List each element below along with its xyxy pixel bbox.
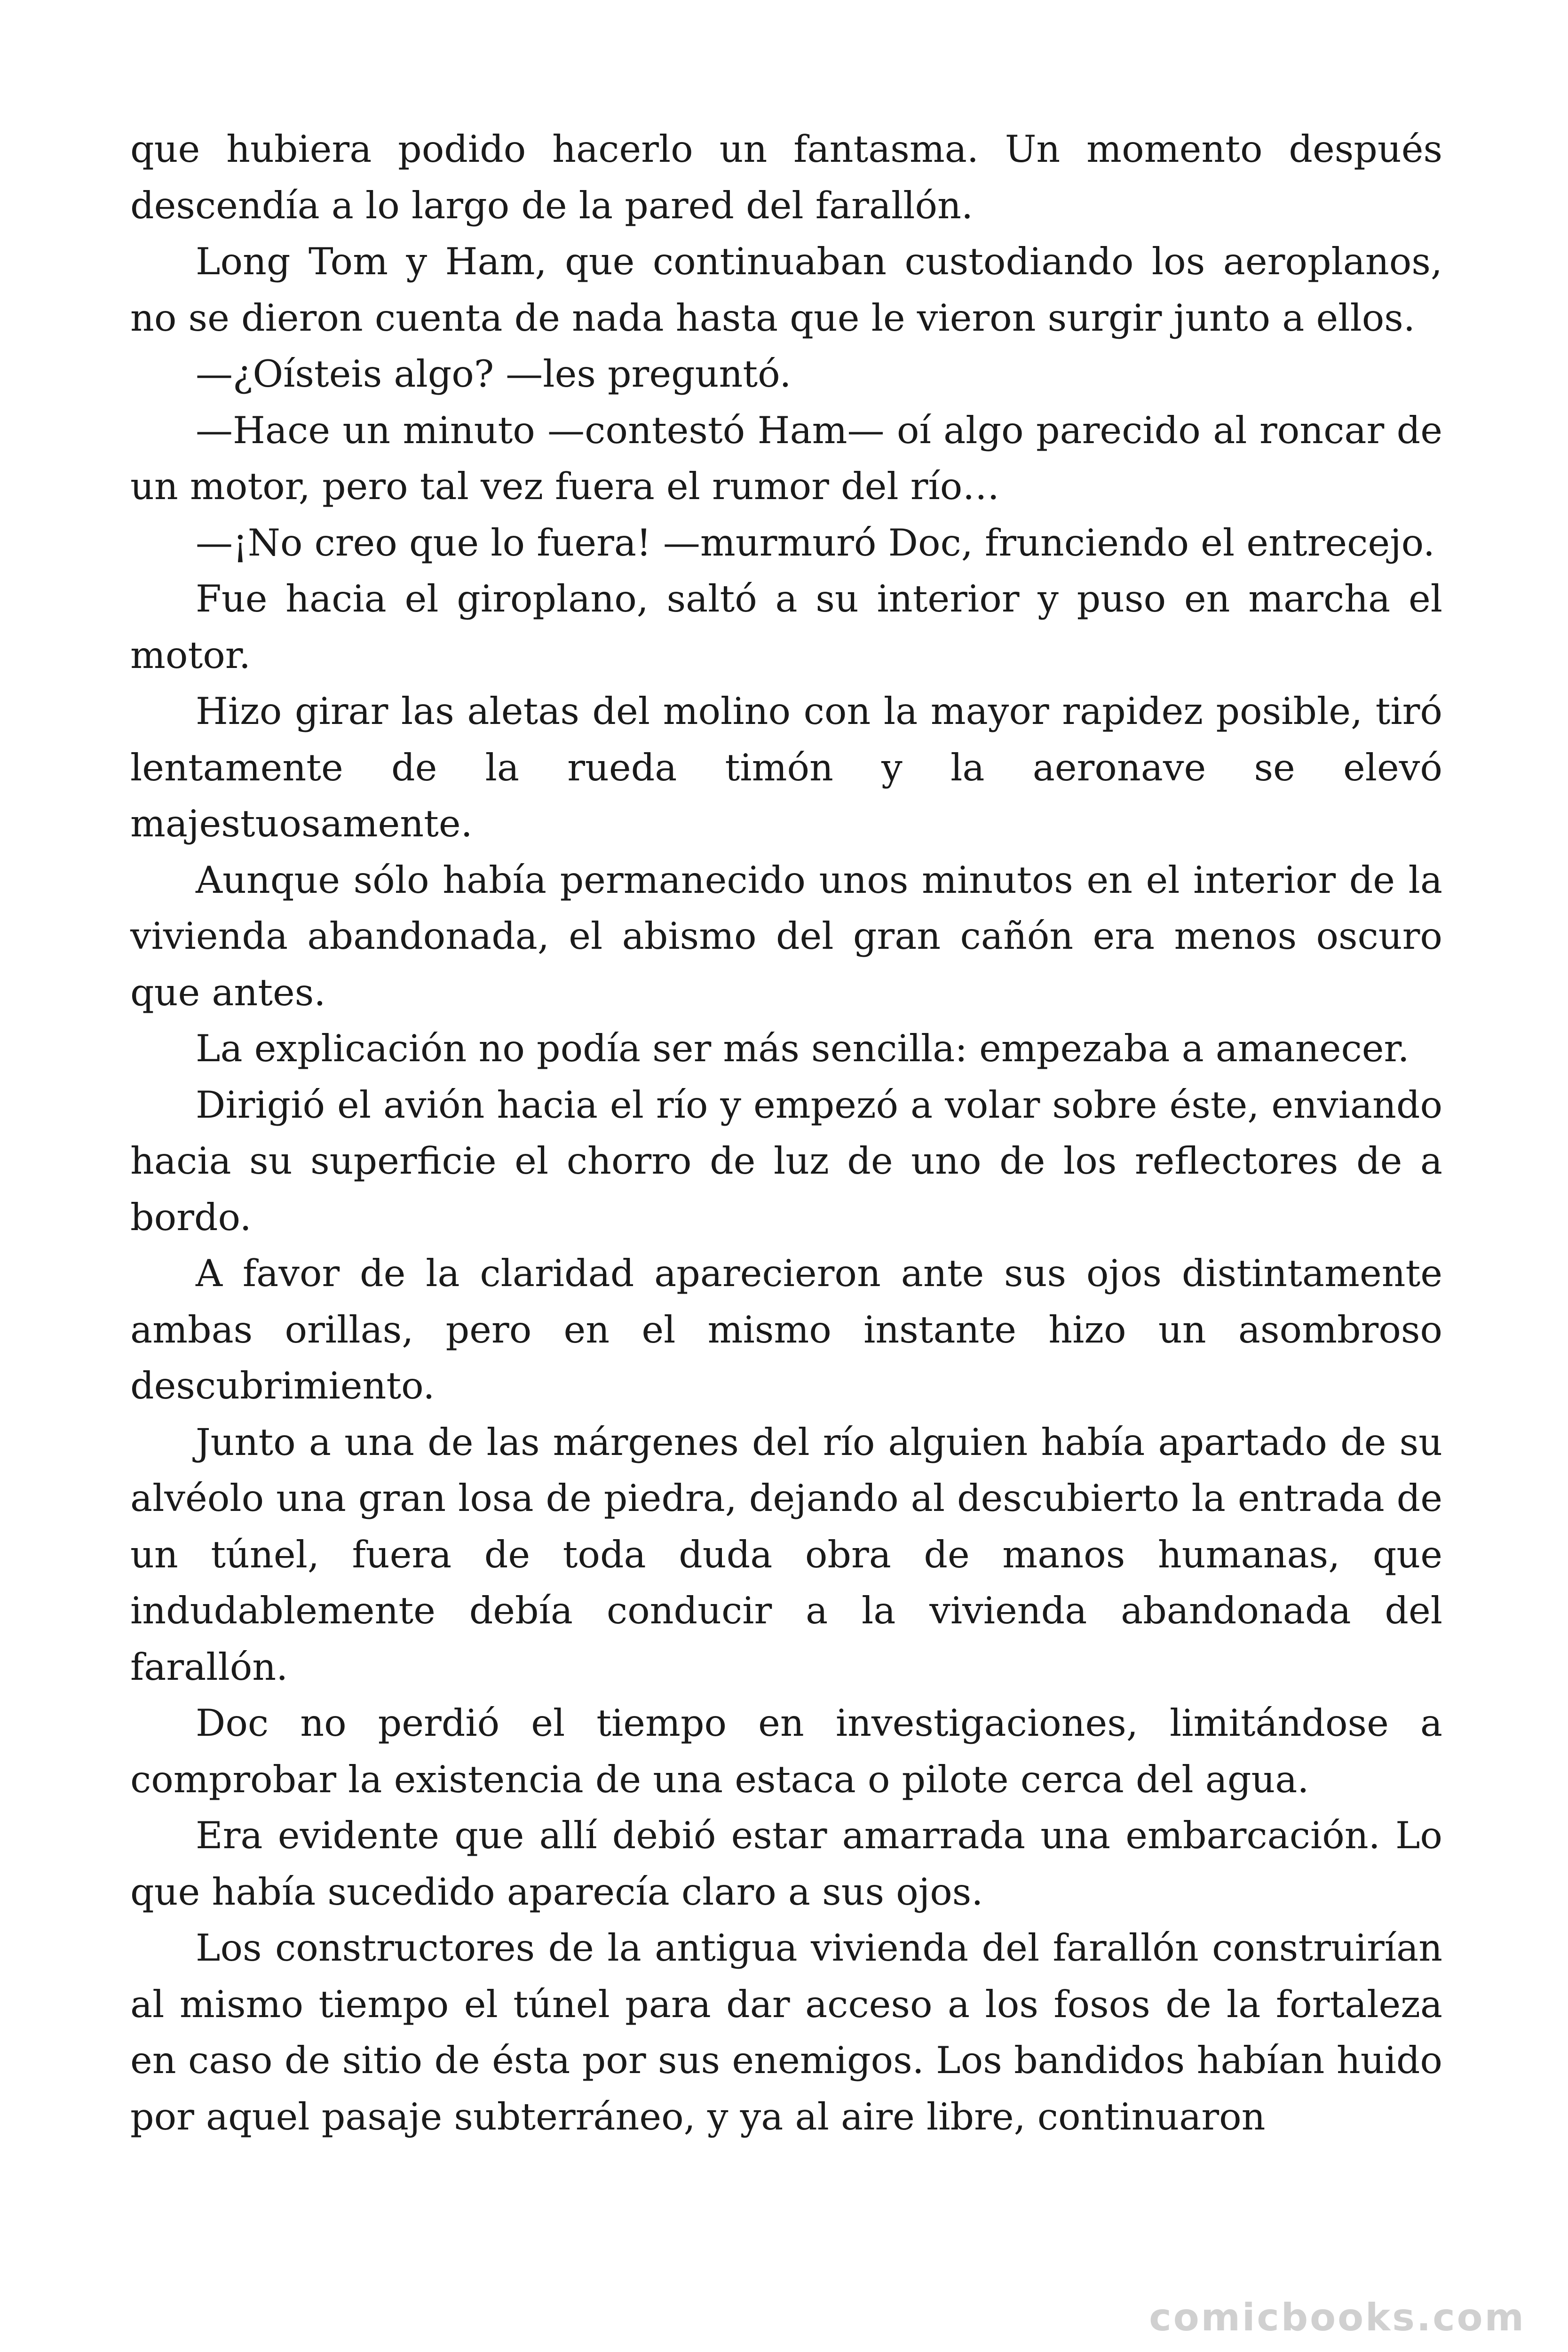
paragraph: Dirigió el avión hacia el río y empezó a volar sobre éste, enviando hacia su superficie el chorro de luz de uno de los reflectores de a bordo. [130,1083,1442,1239]
paragraph: Long Tom y Ham, que continuaban custodiando los aeroplanos, no se dieron cuenta de nada hasta que le vieron surgir junto a ellos. [130,240,1442,340]
paragraph: Era evidente que allí debió estar amarrada una embarcación. Lo que había sucedido aparecía claro a sus ojos. [130,1814,1442,1914]
paragraph: La explicación no podía ser más sencilla: empezaba a amanecer. [196,1027,1410,1070]
paragraph: Aunque sólo había permanecido unos minutos en el interior de la vivienda abandonada, el abismo del gran cañón era menos oscuro que antes. [130,858,1442,1014]
paragraph: Junto a una de las márgenes del río alguien había apartado de su alvéolo una gran losa de piedra, dejando al descubierto la entrada de un túnel, fuera de toda duda obra de manos humanas, que indudablemente debía conducir a la vivienda abandonada del farallón. [130,1420,1442,1689]
paragraph: que hubiera podido hacerlo un fantasma. Un momento después descendía a lo largo de la pared del farallón. [130,127,1442,227]
paragraph: Doc no perdió el tiempo en investigaciones, limitándose a comprobar la existencia de una estaca o pilote cerca del agua. [130,1701,1442,1801]
paragraph: —¿Oísteis algo? —les preguntó. [196,352,792,396]
body-text [130,121,1442,2145]
paragraph: Fue hacia el giroplano, saltó a su interior y puso en marcha el motor. [130,577,1442,677]
paragraph: A favor de la claridad aparecieron ante sus ojos distintamente ambas orillas, pero en el mismo instante hizo un asombroso descubrimiento. [130,1252,1442,1407]
paragraph: Los constructores de la antigua vivienda del farallón construirían al mismo tiempo el túnel para dar acceso a los fosos de la fortaleza en caso de sitio de ésta por sus enemigos. Los bandidos habían huido por aquel pasaje subterráneo, y ya al aire libre, continuaron [130,1926,1442,2138]
paragraph: —Hace un minuto —contestó Ham— oí algo parecido al roncar de un motor, pero tal vez fuera el rumor del río… [130,408,1442,508]
watermark: comicbooks.com [1149,2296,1526,2339]
paragraph: —¡No creo que lo fuera! —murmuró Doc, frunciendo el entrecejo. [196,521,1435,564]
paragraph: Hizo girar las aletas del molino con la mayor rapidez posible, tiró lentamente de la rueda timón y la aeronave se elevó majestuosamente. [130,690,1442,845]
